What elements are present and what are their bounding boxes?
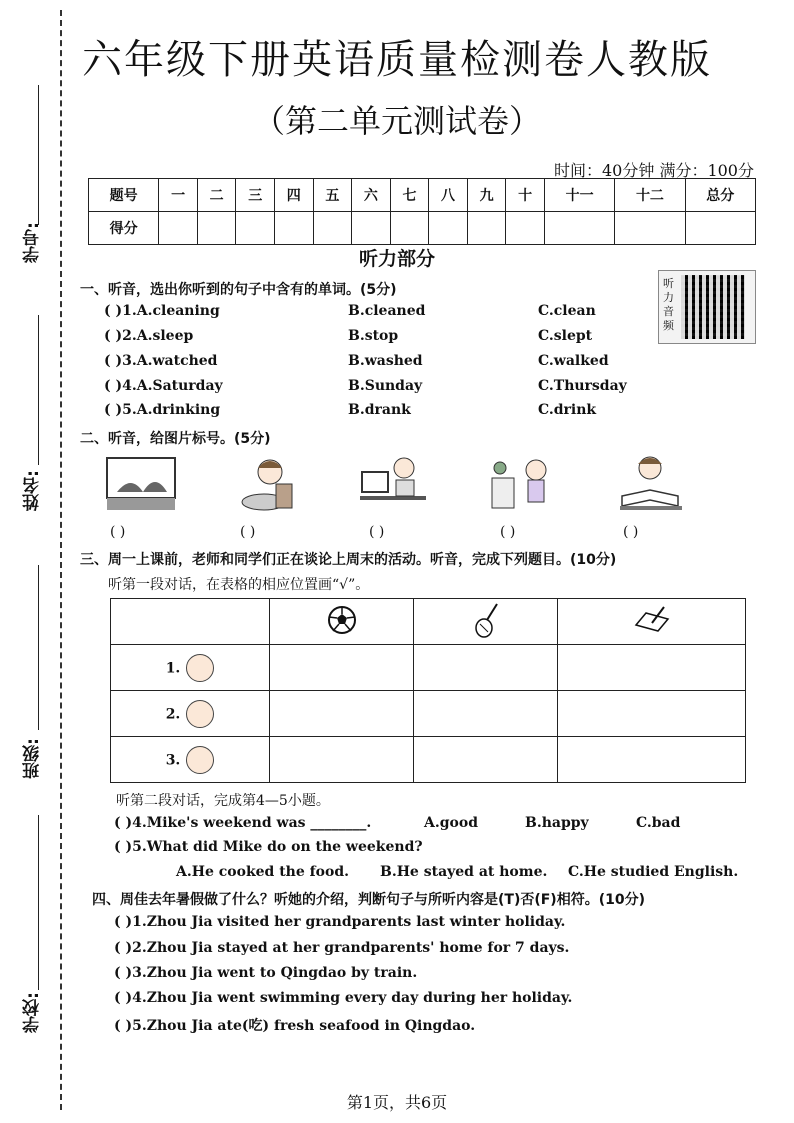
score-cell: 五 bbox=[313, 179, 352, 212]
picture-girl-washing-icon bbox=[230, 452, 308, 514]
score-input-cell[interactable] bbox=[685, 212, 755, 245]
score-input-cell[interactable] bbox=[615, 212, 685, 245]
sec4-item[interactable]: ( )3.Zhou Jia went to Qingdao by train. bbox=[114, 965, 418, 981]
sec1-option-c[interactable]: C.drink bbox=[538, 402, 597, 418]
score-row-label: 得分 bbox=[89, 212, 159, 245]
grid-cell[interactable] bbox=[270, 691, 414, 737]
sec3-q5-c[interactable]: C.He studied English. bbox=[568, 864, 739, 880]
sec1-option-c[interactable]: C.slept bbox=[538, 328, 593, 344]
row-number: 1. bbox=[165, 660, 181, 676]
banji-label: 班级: bbox=[23, 738, 43, 779]
grid-cell[interactable] bbox=[558, 737, 746, 783]
score-cell: 十 bbox=[506, 179, 545, 212]
grid-cell[interactable] bbox=[558, 691, 746, 737]
grid-cell[interactable] bbox=[414, 645, 558, 691]
sec1-option-b[interactable]: B.washed bbox=[348, 353, 423, 369]
sec1-option-c[interactable]: C.Thursday bbox=[538, 378, 627, 394]
sec1-option-b[interactable]: B.cleaned bbox=[348, 303, 426, 319]
grid-row bbox=[111, 737, 746, 783]
picture-answer-blank[interactable]: ( ) bbox=[500, 524, 516, 540]
xuexiao-line bbox=[38, 815, 39, 990]
football-icon bbox=[327, 605, 357, 635]
picture-girl-reading-icon bbox=[612, 452, 690, 514]
grid-row bbox=[111, 691, 746, 737]
grid-cell[interactable] bbox=[414, 737, 558, 783]
grid-cell[interactable] bbox=[270, 645, 414, 691]
sec1-option-a[interactable]: ( )3.A.watched bbox=[104, 353, 218, 369]
page-title: 六年级下册英语质量检测卷人教版 bbox=[82, 37, 712, 83]
page-footer: 第1页，共6页 bbox=[346, 1093, 448, 1112]
pipa-icon bbox=[471, 602, 501, 638]
sec1-option-a[interactable]: ( )4.A.Saturday bbox=[104, 378, 223, 394]
section2-heading: 二、听音，给图片标号。(5分) bbox=[80, 431, 271, 447]
grid-head-writing bbox=[558, 599, 746, 645]
grid-row bbox=[111, 645, 746, 691]
xuexiao-label: 学校: bbox=[23, 992, 43, 1033]
score-input-cell[interactable] bbox=[313, 212, 352, 245]
section3-heading: 三、周一上课前，老师和同学们正在谈论上周末的活动。听音，完成下列题目。(10分) bbox=[80, 552, 617, 568]
writing-icon bbox=[632, 605, 672, 635]
picture-answer-blank[interactable]: ( ) bbox=[240, 524, 256, 540]
score-cell: 七 bbox=[390, 179, 429, 212]
sec1-option-b[interactable]: B.drank bbox=[348, 402, 411, 418]
picture-answer-blank[interactable]: ( ) bbox=[623, 524, 639, 540]
section1-heading: 一、听音，选出你听到的句子中含有的单词。(5分) bbox=[80, 282, 397, 298]
score-cell: 二 bbox=[197, 179, 236, 212]
sec1-option-b[interactable]: B.stop bbox=[348, 328, 399, 344]
girl-face-icon bbox=[186, 654, 214, 682]
grid-cell[interactable] bbox=[414, 691, 558, 737]
grid-head-football bbox=[270, 599, 414, 645]
sec4-item[interactable]: ( )1.Zhou Jia visited her grandparents last winter holiday. bbox=[114, 914, 566, 930]
xuehao-label: 学号: bbox=[23, 222, 43, 263]
sec3-q4-c[interactable]: C.bad bbox=[636, 815, 681, 831]
score-cell: 十二 bbox=[615, 179, 685, 212]
grid-corner bbox=[111, 599, 270, 645]
score-cell: 三 bbox=[236, 179, 275, 212]
score-cell: 八 bbox=[429, 179, 468, 212]
score-value-row bbox=[89, 212, 756, 245]
sec3-instruction2: 听第二段对话，完成第4—5小题。 bbox=[116, 793, 330, 809]
sec3-q4-b[interactable]: B.happy bbox=[525, 815, 589, 831]
grid-head-pipa bbox=[414, 599, 558, 645]
sec4-item[interactable]: ( )2.Zhou Jia stayed at her grandparents' home for 7 days. bbox=[114, 940, 570, 956]
grid-row-label bbox=[111, 645, 270, 691]
grid-header-row bbox=[111, 599, 746, 645]
sec1-option-b[interactable]: B.Sunday bbox=[348, 378, 423, 394]
score-input-cell[interactable] bbox=[429, 212, 468, 245]
binding-dashed-line bbox=[60, 10, 62, 1110]
sec3-q5[interactable]: ( )5.What did Mike do on the weekend? bbox=[114, 839, 423, 855]
sec3-instruction1: 听第一段对话，在表格的相应位置画“√”。 bbox=[108, 577, 370, 593]
sec1-option-c[interactable]: C.walked bbox=[538, 353, 609, 369]
score-input-cell[interactable] bbox=[236, 212, 275, 245]
qr-label: 听力音频 bbox=[663, 277, 674, 332]
picture-answer-blank[interactable]: ( ) bbox=[369, 524, 385, 540]
score-input-cell[interactable] bbox=[197, 212, 236, 245]
score-input-cell[interactable] bbox=[506, 212, 545, 245]
page-subtitle: （第二单元测试卷） bbox=[252, 102, 541, 140]
picture-girl-computer-icon bbox=[356, 452, 434, 514]
row-number: 2. bbox=[165, 706, 181, 722]
section4-heading: 四、周佳去年暑假做了什么？听她的介绍，判断句子与所听内容是(T)否(F)相符。(10分) bbox=[92, 892, 645, 908]
score-cell: 十一 bbox=[544, 179, 614, 212]
sec1-option-a[interactable]: ( )5.A.drinking bbox=[104, 402, 221, 418]
sec4-item[interactable]: ( )4.Zhou Jia went swimming every day during her holiday. bbox=[114, 990, 573, 1006]
row-number: 3. bbox=[165, 752, 181, 768]
qr-code-icon bbox=[681, 275, 745, 339]
score-input-cell[interactable] bbox=[390, 212, 429, 245]
score-table bbox=[88, 178, 756, 245]
score-header-row bbox=[89, 179, 756, 212]
grid-row-label bbox=[111, 691, 270, 737]
sec3-q4[interactable]: ( )4.Mike's weekend was ________. bbox=[114, 815, 372, 831]
score-cell: 总分 bbox=[685, 179, 755, 212]
sec3-q5-b[interactable]: B.He stayed at home. bbox=[380, 864, 548, 880]
score-cell: 一 bbox=[159, 179, 198, 212]
qr-code-box[interactable] bbox=[658, 270, 756, 344]
score-input-cell[interactable] bbox=[275, 212, 314, 245]
picture-watch-tv-icon bbox=[103, 452, 181, 514]
grid-cell[interactable] bbox=[558, 645, 746, 691]
sec1-option-a[interactable]: ( )1.A.cleaning bbox=[104, 303, 220, 319]
banji-line bbox=[38, 565, 39, 730]
score-input-cell[interactable] bbox=[159, 212, 198, 245]
boy-face-icon bbox=[186, 700, 214, 728]
sec1-option-c[interactable]: C.clean bbox=[538, 303, 596, 319]
time-info: 时间：40分钟 满分：100分 bbox=[554, 161, 754, 180]
score-cell: 题号 bbox=[89, 179, 159, 212]
xingming-label: 姓名: bbox=[23, 470, 43, 511]
sec1-option-a[interactable]: ( )2.A.sleep bbox=[104, 328, 194, 344]
listening-part-title: 听力部分 bbox=[358, 248, 435, 270]
score-input-cell[interactable] bbox=[352, 212, 391, 245]
picture-girl-cleaning-icon bbox=[486, 452, 564, 514]
sec4-item[interactable]: ( )5.Zhou Jia ate(吃) fresh seafood in Qingdao. bbox=[114, 1018, 476, 1034]
man-face-icon bbox=[186, 746, 214, 774]
sec3-q4-a[interactable]: A.good bbox=[424, 815, 478, 831]
grid-row-label bbox=[111, 737, 270, 783]
score-cell: 四 bbox=[275, 179, 314, 212]
picture-answer-blank[interactable]: ( ) bbox=[110, 524, 126, 540]
score-cell: 九 bbox=[467, 179, 506, 212]
score-cell: 六 bbox=[352, 179, 391, 212]
score-input-cell[interactable] bbox=[544, 212, 614, 245]
xingming-line bbox=[38, 315, 39, 465]
activity-grid bbox=[110, 598, 746, 783]
sec3-q5-a[interactable]: A.He cooked the food. bbox=[176, 864, 350, 880]
score-input-cell[interactable] bbox=[467, 212, 506, 245]
grid-cell[interactable] bbox=[270, 737, 414, 783]
